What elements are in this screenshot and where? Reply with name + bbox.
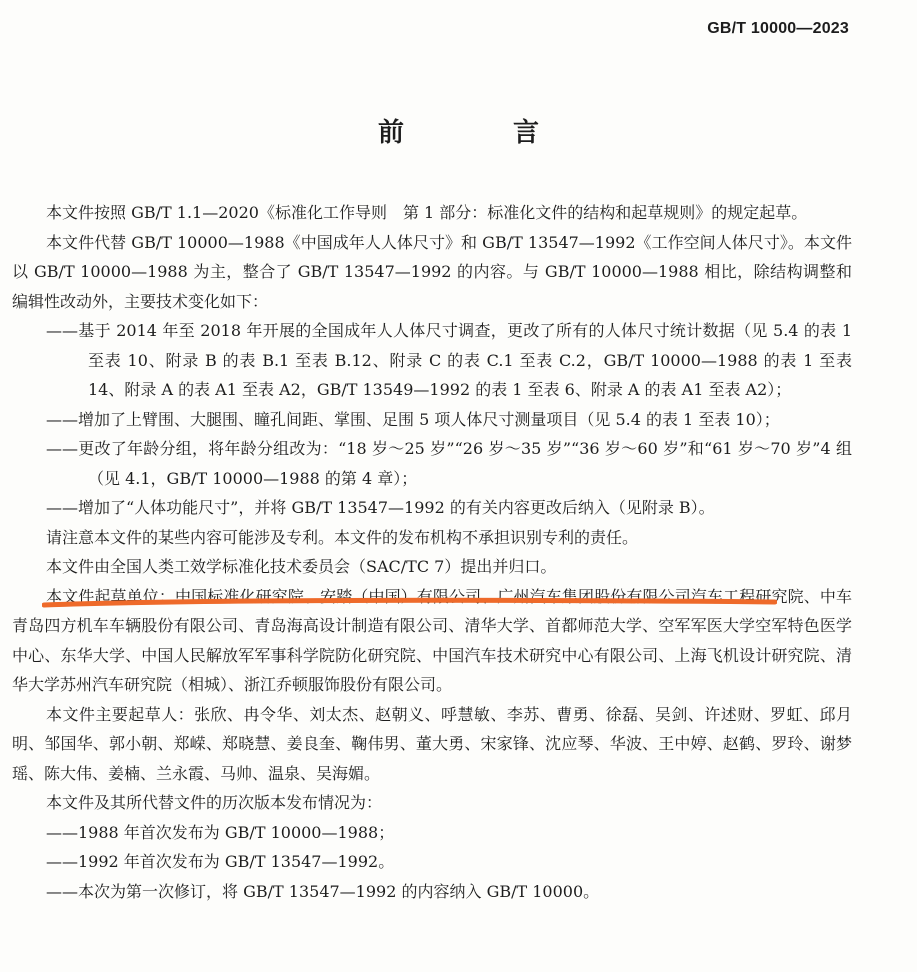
proposer-paragraph: 本文件由全国人类工效学标准化技术委员会（SAC/TC 7）提出并归口。 <box>46 557 557 576</box>
change-item: ——基于 2014 年至 2018 年开展的全国成年人人体尺寸调查，更改了所有的人体尺寸统计数据（见 5.4 的表 1 至表 10、附录 B 的表 B.1 至表 B.12、附录 C 的表 C.1 至表 C.2，GB/T 10000—1988 的表 1 至表 14、附录 A 的表 A1 至表 A2，GB/T 13549—1992 的表 1 至表 6、附录 A 的表 A1 至表 A2）； <box>46 321 852 399</box>
change-item: ——增加了上臂围、大腿围、瞳孔间距、掌围、足围 5 项人体尺寸测量项目（见 5.4 的表 1 至表 10）； <box>46 409 780 429</box>
change-item: ——增加了“人体功能尺寸”，并将 GB/T 13547—1992 的有关内容更改后纳入（见附录 B）。 <box>46 498 715 517</box>
page-title: 前 言 <box>377 118 590 148</box>
history-item: ——本次为第一次修订，将 GB/T 13547—1992 的内容纳入 GB/T 10000。 <box>46 881 600 901</box>
history-item: ——1988 年首次发布为 GB/T 10000—1988； <box>46 822 395 842</box>
drafting-units-paragraph: 本文件起草单位：中国标准化研究院、安踏（中国）有限公司、广州汽车集团股份有限公司汽车工程研究院、中车青岛四方机车车辆股份有限公司、青岛海高设计制造有限公司、清华大学、首都师范大学、空军军医大学空军特色医学中心、东华大学、中国人民解放军军事科学院防化研究院、中国汽车技术研究中心有限公司、上海飞机设计研究院、清华大学苏州汽车研究院（相城）、浙江乔顿服饰股份有限公司。 <box>12 586 852 694</box>
paragraph-replacement: 本文件代替 GB/T 10000—1988《中国成年人人体尺寸》和 GB/T 13547—1992《工作空间人体尺寸》。本文件以 GB/T 10000—1988 为主，整合了 GB/T 13547—1992 的内容。与 GB/T 10000—1988 相比，除结构调整和编辑性改动外，主要技术变化如下： <box>12 232 852 311</box>
standard-code: GB/T 10000—2023 <box>707 20 849 37</box>
history-item: ——1992 年首次发布为 GB/T 13547—1992。 <box>46 852 395 871</box>
change-item: ——更改了年龄分组，将年龄分组改为：“18 岁～25 岁”“26 岁～35 岁”“36 岁～60 岁”和“61 岁～70 岁”4 组（见 4.1，GB/T 10000—1988 的第 4 章）； <box>46 439 852 488</box>
history-intro: 本文件及其所代替文件的历次版本发布情况为： <box>46 793 383 812</box>
document-body <box>12 198 852 906</box>
orange-underline-annotation <box>42 597 777 611</box>
drafters-paragraph: 本文件主要起草人：张欣、冉令华、刘太杰、赵朝义、呼慧敏、李苏、曹勇、徐磊、吴剑、许述财、罗虹、邱月明、邹国华、郭小朝、郑嵘、郑晓慧、姜良奎、鞠伟男、董大勇、宋家锋、沈应琴、华波、王中婷、赵鹤、罗玲、谢梦瑶、陈大伟、姜楠、兰永霞、马帅、温泉、吴海媚。 <box>12 704 852 783</box>
patent-notice: 请注意本文件的某些内容可能涉及专利。本文件的发布机构不承担识别专利的责任。 <box>46 527 639 547</box>
paragraph-drafting-rule: 本文件按照 GB/T 1.1—2020《标准化工作导则 第 1 部分：标准化文件的结构和起草规则》的规定起草。 <box>46 203 808 222</box>
